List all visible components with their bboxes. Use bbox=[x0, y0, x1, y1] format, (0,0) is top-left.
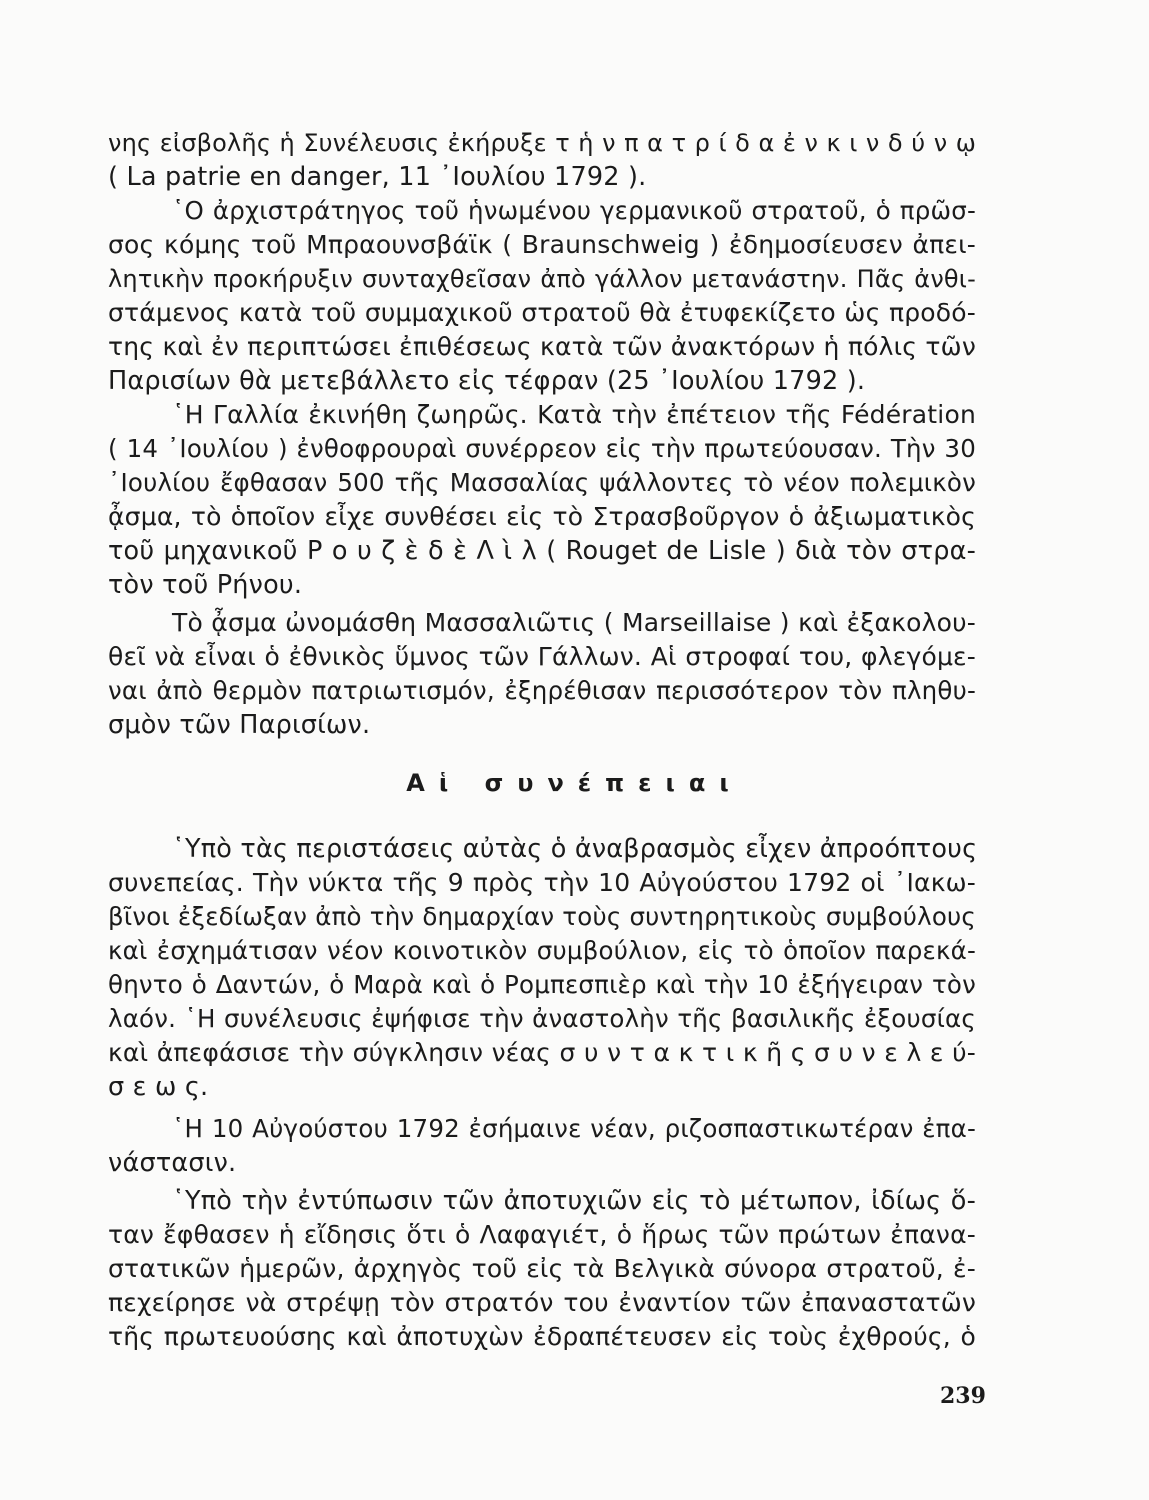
text-line: τοῦ μηχανικοῦ Ρ ο υ ζ ὲ δ ὲ Λ ὶ λ ( Rouget de Lisle ) διὰ τὸν στρα- bbox=[108, 536, 976, 566]
text-line: ᾿Ιουλίου ἔφθασαν 500 τῆς Μασσαλίας ψάλλοντες τὸ νέον πολεμικὸν bbox=[108, 468, 976, 497]
section-heading: Αἱ συνέπειαι bbox=[406, 769, 743, 797]
text-line: σ ε ω ς. bbox=[108, 1072, 209, 1102]
text-line: λητικὴν προκήρυξιν συνταχθεῖσαν ἀπὸ γάλλον μετανάστην. Πᾶς ἀνθι- bbox=[108, 265, 976, 293]
text-line: λαόν. ῾Η συνέλευσις ἐψήφισε τὴν ἀναστολὴν τῆς βασιλικῆς ἐξουσίας bbox=[108, 1004, 976, 1033]
text-line: βῖνοι ἐξεδίωξαν ἀπὸ τὴν δημαρχίαν τοὺς συντηρητικοὺς συμβούλους bbox=[108, 902, 976, 931]
page-number: 239 bbox=[940, 1383, 986, 1409]
text-line: καὶ ἀπεφάσισε τὴν σύγκλησιν νέας σ υ ν τ α κ τ ι κ ῆ ς σ υ ν ε λ ε ύ- bbox=[108, 1038, 976, 1067]
text-line: τὸν τοῦ Ρήνου. bbox=[108, 570, 303, 600]
text-line: Παρισίων θὰ μετεβάλλετο εἰς τέφραν (25 ᾿Ιουλίου 1792 ). bbox=[108, 366, 866, 396]
text-line: ῾Υπὸ τὴν ἐντύπωσιν τῶν ἀποτυχιῶν εἰς τὸ μέτωπον, ἰδίως ὅ- bbox=[172, 1186, 976, 1216]
text-line: ῾Ο ἀρχιστράτηγος τοῦ ἡνωμένου γερμανικοῦ στρατοῦ, ὁ πρῶσ- bbox=[172, 196, 976, 225]
text-line: συνεπείας. Τὴν νύκτα τῆς 9 πρὸς τὴν 10 Αὐγούστου 1792 οἱ ᾿Ιακω- bbox=[108, 868, 976, 897]
text-line: καὶ ἐσχημάτισαν νέον κοινοτικὸν συμβούλιον, εἰς τὸ ὁποῖον παρεκά- bbox=[108, 936, 976, 965]
text-line: Τὸ ᾆσμα ὠνομάσθη Μασσαλιῶτις ( Marseillaise ) καὶ ἐξακολου- bbox=[172, 608, 976, 637]
text-line: τῆς πρωτευούσης καὶ ἀποτυχὼν ἐδραπέτευσεν εἰς τοὺς ἐχθρούς, ὁ bbox=[108, 1322, 976, 1351]
text-line: θηντο ὁ Δαντών, ὁ Μαρὰ καὶ ὁ Ρομπεσπιὲρ καὶ τὴν 10 ἐξήγειραν τὸν bbox=[108, 970, 976, 999]
text-line: ῾Η Γαλλία ἐκινήθη ζωηρῶς. Κατὰ τὴν ἐπέτειον τῆς Fédération bbox=[172, 400, 976, 429]
text-line: ᾆσμα, τὸ ὁποῖον εἶχε συνθέσει εἰς τὸ Στρασβοῦργον ὁ ἀξιωματικὸς bbox=[108, 502, 976, 531]
text-line: ναι ἀπὸ θερμὸν πατριωτισμόν, ἐξηρέθισαν περισσότερον τὸν πληθυ- bbox=[108, 676, 976, 705]
text-line: ῾Η 10 Αὐγούστου 1792 ἐσήμαινε νέαν, ριζοσπαστικωτέραν ἐπα- bbox=[172, 1114, 976, 1143]
text-line: της καὶ ἐν περιπτώσει ἐπιθέσεως κατὰ τῶν ἀνακτόρων ἡ πόλις τῶν bbox=[108, 332, 976, 361]
text-line: στάμενος κατὰ τοῦ συμμαχικοῦ στρατοῦ θὰ ἐτυφεκίζετο ὡς προδό- bbox=[108, 298, 976, 327]
text-line: πεχείρησε νὰ στρέψῃ τὸν στρατόν του ἐναντίον τῶν ἐπαναστατῶν bbox=[108, 1288, 976, 1317]
text-line: ( 14 ᾿Ιουλίου ) ἐνθοφρουραὶ συνέρρεον εἰς τὴν πρωτεύουσαν. Τὴν 30 bbox=[108, 434, 976, 463]
text-line: ταν ἔφθασεν ἡ εἴδησις ὅτι ὁ Λαφαγιέτ, ὁ ἥρως τῶν πρώτων ἐπανα- bbox=[108, 1220, 976, 1249]
text-line: ῾Υπὸ τὰς περιστάσεις αὐτὰς ὁ ἀναβρασμὸς εἶχεν ἀπροόπτους bbox=[172, 834, 978, 864]
text-line: σος κόμης τοῦ Μπραουνσβάϊκ ( Braunschweig ) ἐδημοσίευσεν ἀπει- bbox=[108, 230, 976, 259]
text-line: θεῖ νὰ εἶναι ὁ ἐθνικὸς ὕμνος τῶν Γάλλων. Αἱ στροφαί του, φλεγόμε- bbox=[108, 642, 976, 671]
text-line: ( La patrie en danger, 11 ᾿Ιουλίου 1792 ). bbox=[108, 162, 647, 192]
text-line: σμὸν τῶν Παρισίων. bbox=[108, 710, 371, 740]
text-line: στατικῶν ἡμερῶν, ἀρχηγὸς τοῦ εἰς τὰ Βελγικὰ σύνορα στρατοῦ, ἐ- bbox=[108, 1254, 976, 1283]
text-line: νης εἰσβολῆς ἡ Συνέλευσις ἐκήρυξε τ ἡ ν π α τ ρ ί δ α ἐ ν κ ι ν δ ύ ν ῳ bbox=[108, 129, 976, 157]
text-line: νάστασιν. bbox=[108, 1148, 237, 1178]
